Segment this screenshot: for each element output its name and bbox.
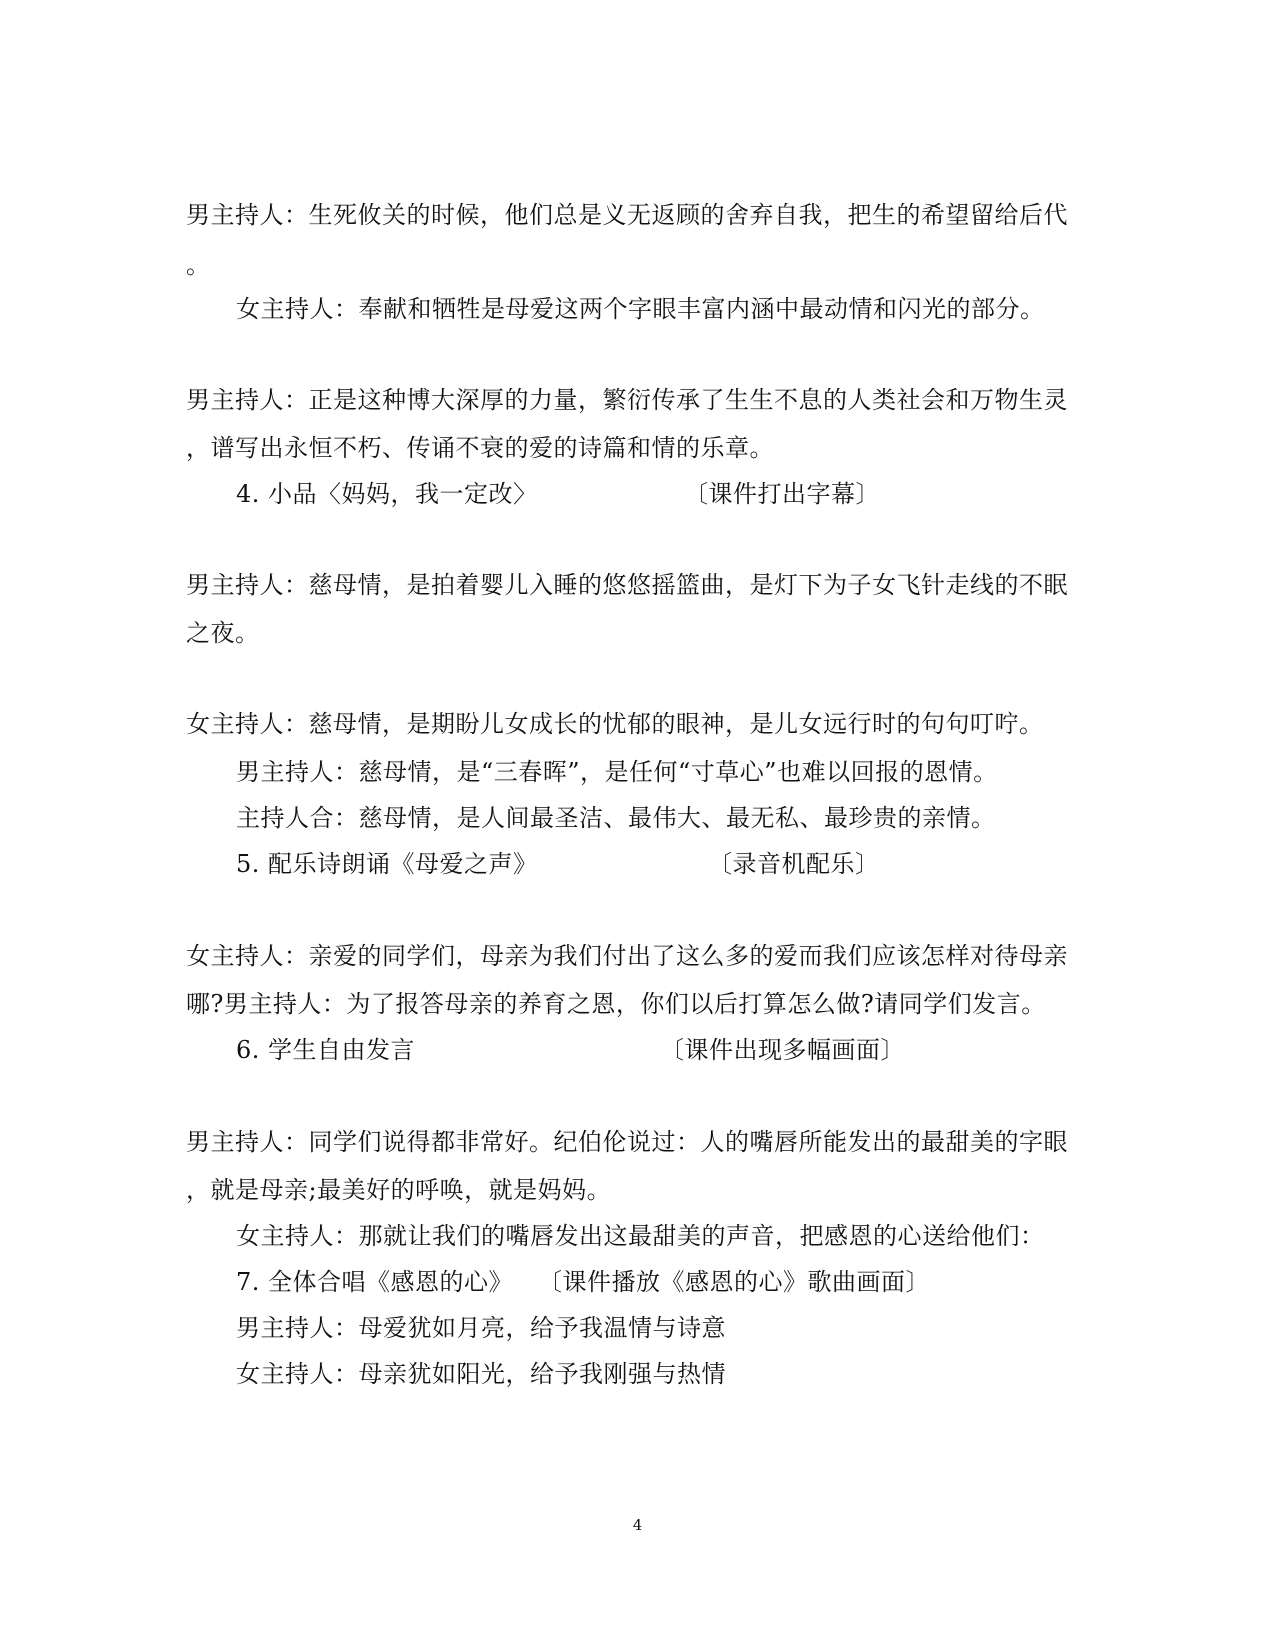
paragraph-line: 女主持人：那就让我们的嘴唇发出这最甜美的声音，把感恩的心送给他们： <box>236 1222 1045 1250</box>
program-item <box>236 479 1036 509</box>
page-number: 4 <box>632 1516 643 1534</box>
stage-direction: 〔课件打出字幕〕 <box>684 480 880 508</box>
program-item-title: 7. 全体合唱《感恩的心》 <box>236 1268 514 1296</box>
program-item <box>236 1267 1036 1297</box>
paragraph-line: 男主持人：同学们说得都非常好。纪伯伦说过：人的嘴唇所能发出的最甜美的字眼 <box>186 1128 1068 1156</box>
paragraph-line: 女主持人：亲爱的同学们，母亲为我们付出了这么多的爱而我们应该怎样对待母亲 <box>186 942 1068 970</box>
program-item-title: 6. 学生自由发言 <box>236 1036 416 1064</box>
paragraph-line: 男主持人：慈母情，是拍着婴儿入睡的悠悠摇篮曲，是灯下为子女飞针走线的不眠 <box>186 571 1068 599</box>
paragraph-line: 之夜。 <box>186 619 260 647</box>
paragraph-line: 女主持人：母亲犹如阳光，给予我刚强与热情 <box>236 1360 726 1388</box>
paragraph-line: 男主持人：慈母情，是“三春晖”，是任何“寸草心”也难以回报的恩情。 <box>236 758 998 786</box>
paragraph-line: ，就是母亲;最美好的呼唤，就是妈妈。 <box>186 1176 612 1204</box>
paragraph-line: 主持人合：慈母情，是人间最圣洁、最伟大、最无私、最珍贵的亲情。 <box>236 804 996 832</box>
paragraph-line: 女主持人：奉献和牺牲是母爱这两个字眼丰富内涵中最动情和闪光的部分。 <box>236 295 1045 323</box>
stage-direction: 〔课件出现多幅画面〕 <box>660 1036 905 1064</box>
paragraph-line: ，谱写出永恒不朽、传诵不衰的爱的诗篇和情的乐章。 <box>186 434 774 462</box>
program-item <box>236 849 1036 879</box>
stage-direction: 〔课件播放《感恩的心》歌曲画面〕 <box>538 1268 930 1296</box>
program-item <box>236 1035 1036 1065</box>
paragraph-line: 男主持人：母爱犹如月亮，给予我温情与诗意 <box>236 1314 726 1342</box>
paragraph-line: 。 <box>186 251 211 279</box>
paragraph-line: 男主持人：生死攸关的时候，他们总是义无返顾的舍弃自我，把生的希望留给后代 <box>186 201 1068 229</box>
paragraph-line: 男主持人：正是这种博大深厚的力量，繁衍传承了生生不息的人类社会和万物生灵 <box>186 386 1068 414</box>
program-item-title: 4. 小品〈妈妈，我一定改〉 <box>236 480 538 508</box>
paragraph-line: 女主持人：慈母情，是期盼儿女成长的忧郁的眼神，是儿女远行时的句句叮咛。 <box>186 710 1044 738</box>
program-item-title: 5. 配乐诗朗诵《母爱之声》 <box>236 850 538 878</box>
stage-direction: 〔录音机配乐〕 <box>708 850 880 878</box>
paragraph-line: 哪?男主持人：为了报答母亲的养育之恩，你们以后打算怎么做?请同学们发言。 <box>186 990 1046 1018</box>
